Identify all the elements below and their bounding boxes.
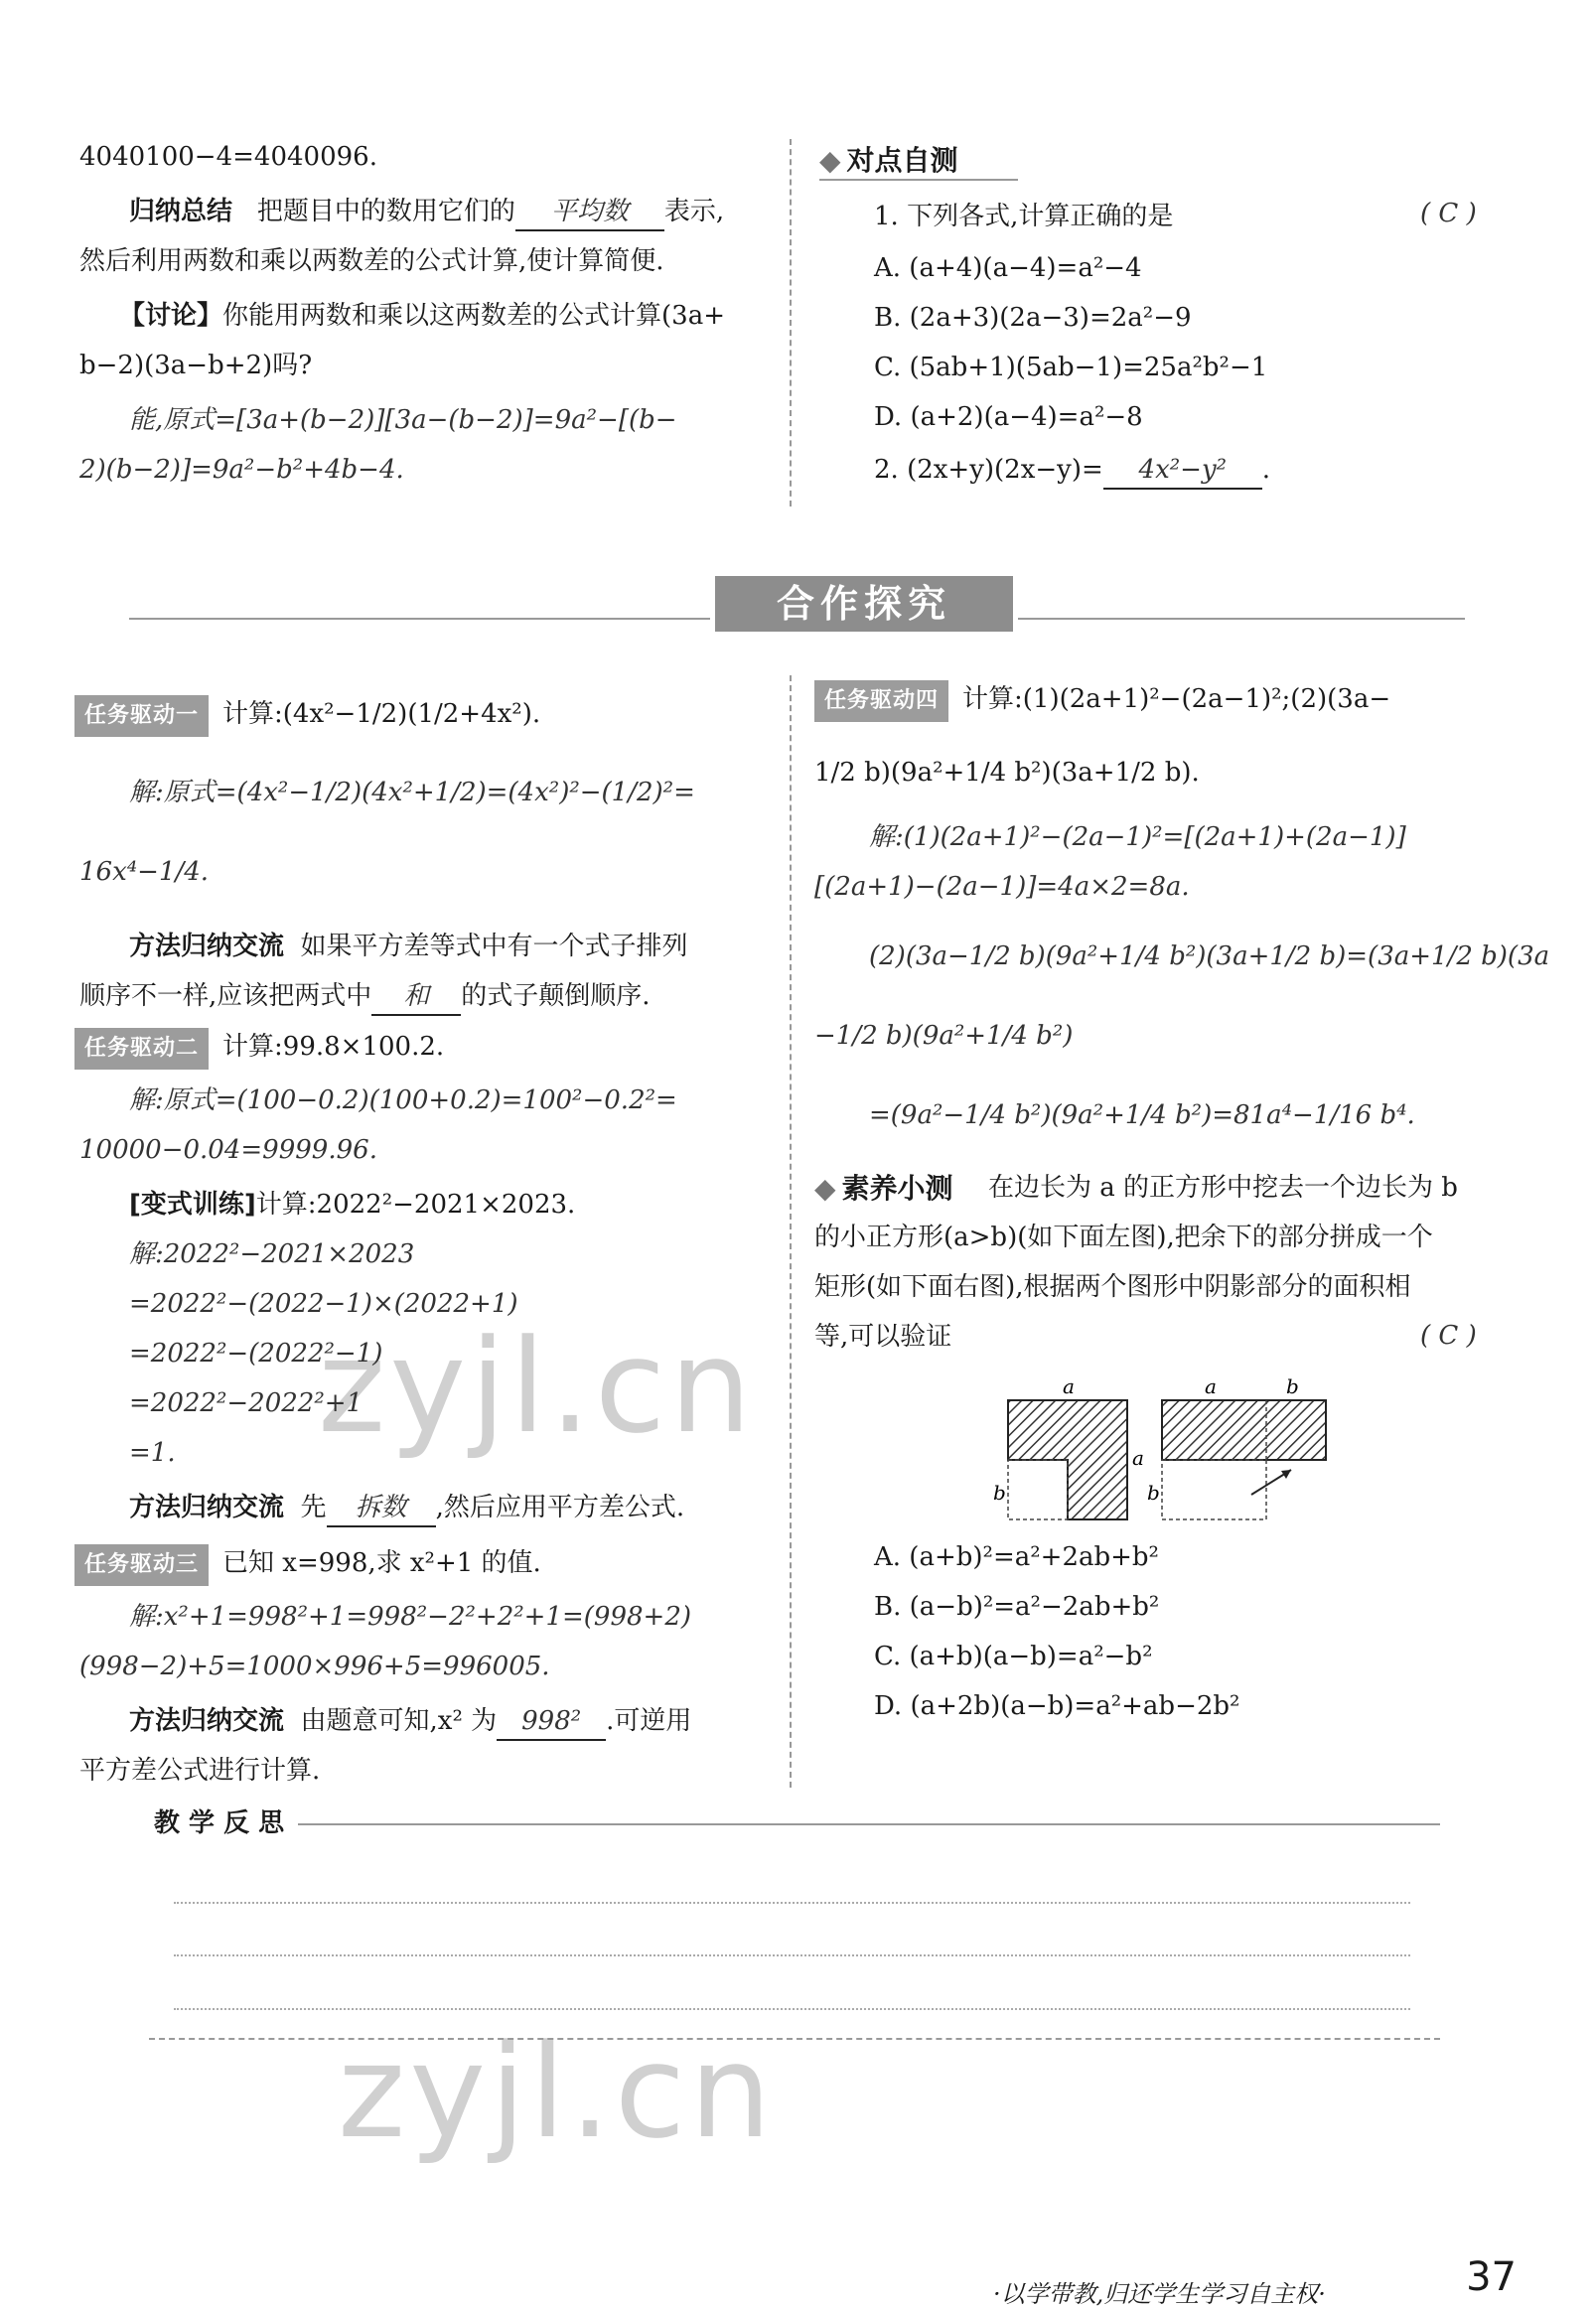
discuss-line2: b−2)(3a−b+2)吗? (79, 351, 313, 380)
discuss-answer: 能,原式=[3a+(b−2)][3a−(b−2)]=9a²−[(b− (129, 405, 677, 435)
task3-solution: 解:x²+1=998²+1=998²−2²+2²+1=(998+2) (129, 1602, 692, 1632)
task2-solution-2: 10000−0.04=9999.96. (79, 1135, 377, 1165)
fig-label-b-top-right: b (1286, 1375, 1299, 1398)
task1-method: 方法归纳交流 如果平方差等式中有一个式子排列 (129, 932, 688, 961)
right-shaded-rect (1162, 1400, 1326, 1460)
task3-tag: 任务驱动三 (74, 1544, 209, 1586)
task4-solution: 解:(1)(2a+1)²−(2a−1)²=[(2a+1)+(2a−1)] (869, 822, 1406, 852)
q1-option-b: B. (2a+3)(2a−3)=2a²−9 (874, 303, 1192, 333)
banner-rule-right (1018, 618, 1465, 620)
quality-option-a: A. (a+b)²=a²+2ab+b² (874, 1542, 1159, 1572)
quality-text: 等,可以验证 (814, 1322, 952, 1352)
variant-step: =2022²−(2022−1)×(2022+1) (129, 1289, 518, 1319)
task4-solution: −1/2 b)(9a²+1/4 b²) (814, 1021, 1074, 1051)
variant-training: [变式训练]计算:2022²−2021×2023. (129, 1190, 576, 1220)
task1-solution-2: 16x⁴−1/4. (79, 857, 210, 887)
fig-label-a-top-right: a (1205, 1375, 1217, 1398)
reflection-line (174, 1902, 1410, 1904)
summary-text-post: 表示, (663, 197, 725, 226)
footer-motto: ·以学带教,归还学生学习自主权· (993, 2280, 1326, 2308)
summary-label: 归纳总结 (129, 197, 233, 226)
fig-label-b-bottom: b (1147, 1481, 1160, 1505)
task2-blank: 拆数 (327, 1490, 436, 1527)
reflection-line (174, 1954, 1410, 1956)
task3-method: 方法归纳交流 由题意可知,x² 为 998² .可逆用 (129, 1703, 691, 1741)
task1-blank: 和 (371, 978, 461, 1016)
task4-problem-2: 1/2 b)(9a²+1/4 b²)(3a+1/2 b). (814, 758, 1200, 788)
quality-text: 在边长为 a 的正方形中挖去一个边长为 b (988, 1173, 1458, 1203)
q1-option-a: A. (a+4)(a−4)=a²−4 (874, 253, 1142, 283)
task3-solution-2: (998−2)+5=1000×996+5=996005. (79, 1652, 550, 1681)
fig-label-b-left: b (993, 1481, 1006, 1505)
task4-problem: 任务驱动四 计算:(1)(2a+1)²−(2a−1)²;(2)(3a− (814, 680, 1390, 722)
q1-option-d: D. (a+2)(a−4)=a²−8 (874, 402, 1143, 432)
task2-tag: 任务驱动二 (74, 1028, 209, 1070)
task3-blank: 998² (497, 1703, 606, 1741)
watermark: zyjl.cn (318, 1311, 756, 1462)
calc-line: 4040100−4=4040096. (79, 142, 377, 172)
summary-blank: 平均数 (515, 194, 664, 231)
quality-option-d: D. (a+2b)(a−b)=a²+ab−2b² (874, 1691, 1240, 1721)
reflection-line (174, 2008, 1410, 2010)
reflection-bottom-rule (149, 2038, 1440, 2040)
fig-label-a-top-left: a (1063, 1375, 1075, 1398)
variant-step: 解:2022²−2021×2023 (129, 1239, 415, 1269)
task1-solution: 解:原式=(4x²−1/2)(4x²+1/2)=(4x²)²−(1/2)²= (129, 778, 695, 807)
variant-step: =1. (129, 1438, 176, 1468)
square-figure (978, 1375, 1336, 1524)
cut-square (1008, 1460, 1068, 1519)
section-banner: 合作探究 (715, 576, 1013, 632)
quality-text: 的小正方形(a>b)(如下面左图),把余下的部分拼成一个 (814, 1223, 1433, 1252)
quality-answer: ( C ) (1420, 1321, 1477, 1351)
q2: 2. (2x+y)(2x−y)= 4x²−y² . (874, 452, 1270, 490)
section-underline (819, 179, 1018, 181)
column-divider (790, 139, 792, 506)
watermark: zyjl.cn (338, 2016, 776, 2167)
discuss-answer-2: 2)(b−2)]=9a²−b²+4b−4. (79, 455, 404, 485)
banner-rule-left (129, 618, 710, 620)
discuss-para (119, 298, 725, 334)
summary-text: 把题目中的数用它们的 (256, 197, 515, 226)
fig-label-a-right: a (1132, 1446, 1144, 1470)
task4-tag: 任务驱动四 (814, 680, 948, 722)
q1-option-c: C. (5ab+1)(5ab−1)=25a²b²−1 (874, 353, 1268, 382)
section-title-self-test: ◆ 对点自测 (819, 144, 958, 177)
reflection-title: 教 学 反 思 (154, 1808, 285, 1838)
quality-option-c: C. (a+b)(a−b)=a²−b² (874, 1642, 1153, 1671)
column-divider-lower (790, 675, 792, 1788)
task2-solution: 解:原式=(100−0.2)(100+0.2)=100²−0.2²= (129, 1085, 677, 1115)
task2-method: 方法归纳交流 先 拆数 ,然后应用平方差公式. (129, 1490, 684, 1527)
q2-blank: 4x²−y² (1103, 452, 1262, 490)
q1-answer: ( C ) (1420, 199, 1477, 228)
reflection-rule (298, 1823, 1440, 1825)
quality-text: 矩形(如下面右图),根据两个图形中阴影部分的面积相 (814, 1272, 1411, 1302)
task3-method-2: 平方差公式进行计算. (79, 1756, 321, 1786)
variant-step: =2022²−2022²+1 (129, 1388, 363, 1418)
q1-stem: 1. 下列各式,计算正确的是 (874, 202, 1174, 231)
section-title-quality: ◆ 素养小测 (814, 1172, 953, 1205)
task1-tag: 任务驱动一 (74, 695, 209, 737)
summary-para (129, 194, 724, 231)
task4-solution: (2)(3a−1/2 b)(9a²+1/4 b²)(3a+1/2 b)=(3a+1/2 b)(3a (869, 941, 1550, 971)
task4-solution: =(9a²−1/4 b²)(9a²+1/4 b²)=81a⁴−1/16 b⁴. (869, 1100, 1415, 1130)
discuss-text: 你能用两数和乘以这两数差的公式计算(3a+ (222, 301, 725, 331)
task4-solution: [(2a+1)−(2a−1)]=4a×2=8a. (814, 872, 1190, 902)
right-dashed-rect (1162, 1460, 1266, 1519)
task3-problem: 任务驱动三 已知 x=998,求 x²+1 的值. (74, 1544, 541, 1586)
task2-problem: 任务驱动二 计算:99.8×100.2. (74, 1028, 444, 1070)
page-number: 37 (1466, 2254, 1517, 2300)
task1-method-2: 顺序不一样,应该把两式中 和 的式子颠倒顺序. (79, 978, 651, 1016)
summary-line2: 然后利用两数和乘以两数差的公式计算,使计算简便. (79, 246, 664, 276)
discuss-label: 【讨论】 (119, 301, 223, 331)
task1-problem: 任务驱动一 计算:(4x²−1/2)(1/2+4x²). (74, 695, 540, 737)
quality-option-b: B. (a−b)²=a²−2ab+b² (874, 1592, 1160, 1622)
variant-step: =2022²−(2022²−1) (129, 1339, 383, 1369)
